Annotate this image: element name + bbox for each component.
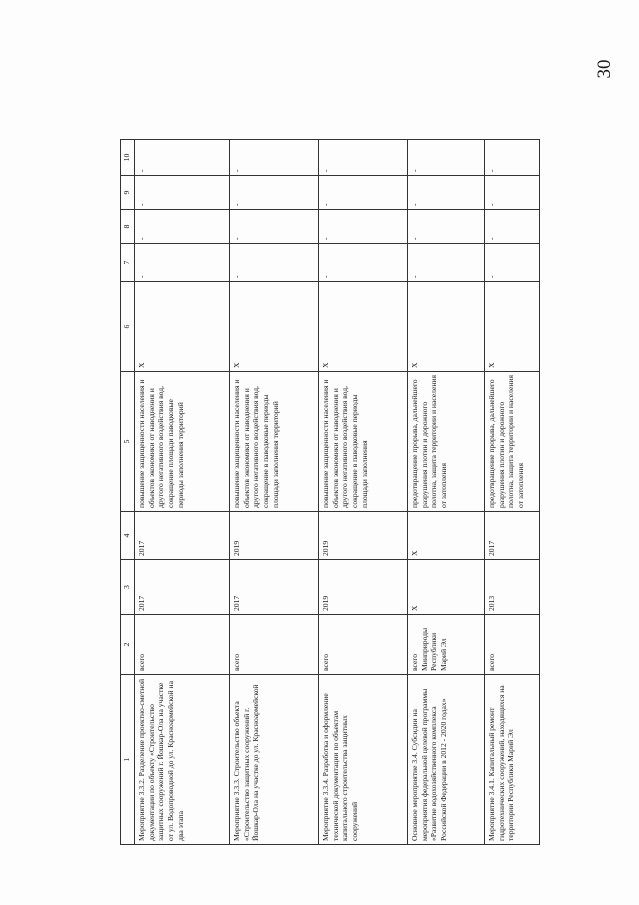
value-cell: -	[485, 210, 540, 244]
expected-result-cell: предотвращение прорыва, дальнейшего разрушения плотин и дорожного полотна, защита территории и населения от затопления	[408, 372, 485, 512]
value-cell: -	[408, 210, 485, 244]
activity-cell: Основное мероприятие 3.4. Субсидии на мероприятия федеральной целевой программы «Развитие водохозяйственного комплекса Российской Федерации в 2012 - 2020 годах»	[408, 675, 485, 845]
activity-cell: Мероприятие 3.3.3. Строительство объекта «Строительство защитных сооружений г. Йошкар-Ола на участке до ул. Красноармейской	[230, 675, 319, 845]
start-year-cell: 2019	[319, 560, 408, 615]
expected-result-cell: повышение защищенности населения и объектов экономики от наводнения и другого негативного воздействия вод, сокращение в паводковые периоды площади заполнения	[319, 372, 408, 512]
start-year-cell: 2017	[230, 560, 319, 615]
column-header: 4	[121, 512, 135, 560]
value-cell: -	[319, 210, 408, 244]
value-cell: -	[135, 244, 230, 282]
end-year-cell: 2017	[485, 512, 540, 560]
value-cell: Х	[485, 282, 540, 372]
rotated-table-sheet	[120, 140, 535, 845]
value-cell: -	[230, 140, 319, 176]
value-cell: -	[485, 140, 540, 176]
end-year-cell: 2017	[135, 512, 230, 560]
table-row	[319, 140, 408, 845]
column-header: 2	[121, 615, 135, 675]
activity-cell: Мероприятие 3.3.4. Разработка и оформление технической документации по объектам капитального строительства защитных сооружений	[319, 675, 408, 845]
table-row	[408, 140, 485, 845]
value-cell: -	[408, 140, 485, 176]
column-header: 6	[121, 282, 135, 372]
table-row	[485, 140, 540, 845]
column-header: 7	[121, 244, 135, 282]
value-cell: Х	[230, 282, 319, 372]
column-header: 1	[121, 675, 135, 845]
value-cell: -	[319, 176, 408, 210]
value-cell: -	[408, 244, 485, 282]
column-header: 5	[121, 372, 135, 512]
end-year-cell: 2019	[319, 512, 408, 560]
activity-cell: Мероприятие 3.3.2. Разделение проектно-сметной документации по объекту «Строительство защитных сооружений г. Йошкар-Ола на участке от ул. Водопроводной до ул. Красноармейской на два этапа	[135, 675, 230, 845]
end-year-cell: 2019	[230, 512, 319, 560]
value-cell: -	[319, 140, 408, 176]
column-number-row	[121, 140, 135, 845]
funding-source-cell: всего	[230, 615, 319, 675]
program-activities-table	[120, 139, 540, 845]
value-cell: Х	[135, 282, 230, 372]
activity-cell: Мероприятие 3.4.1. Капитальный ремонт гидротехнических сооружений, находящихся на территории Республики Марий Эл	[485, 675, 540, 845]
value-cell: -	[319, 244, 408, 282]
value-cell: -	[485, 244, 540, 282]
value-cell: -	[135, 176, 230, 210]
column-header: 3	[121, 560, 135, 615]
funding-source-cell: всего	[485, 615, 540, 675]
value-cell: -	[230, 244, 319, 282]
expected-result-cell: предотвращение прорыва, дальнейшего разрушения плотин и дорожного полотна, защита территории и населения от затопления	[485, 372, 540, 512]
funding-source-cell: всего	[135, 615, 230, 675]
expected-result-cell: повышение защищенности населения и объектов экономики от наводнения и другого негативного воздействия вод, сокращение в паводковые периоды площади заполнения территорий	[230, 372, 319, 512]
page-number: 30	[594, 59, 615, 79]
end-year-cell: Х	[408, 512, 485, 560]
start-year-cell: 2013	[485, 560, 540, 615]
value-cell: -	[230, 176, 319, 210]
value-cell: Х	[408, 282, 485, 372]
value-cell: -	[230, 210, 319, 244]
value-cell: -	[408, 176, 485, 210]
table-row	[135, 140, 230, 845]
value-cell: -	[485, 176, 540, 210]
expected-result-cell: повышение защищенности населения и объектов экономики от наводнения и другого негативного воздействия вод, сокращение площади паводковые периоды заполнения территорий	[135, 372, 230, 512]
column-header: 9	[121, 176, 135, 210]
value-cell: Х	[319, 282, 408, 372]
start-year-cell: Х	[408, 560, 485, 615]
start-year-cell: 2017	[135, 560, 230, 615]
funding-source-cell: всего	[319, 615, 408, 675]
column-header: 10	[121, 140, 135, 176]
table-row	[230, 140, 319, 845]
column-header: 8	[121, 210, 135, 244]
funding-source-cell: всего Минприроды Республики Марий Эл	[408, 615, 485, 675]
value-cell: -	[135, 140, 230, 176]
value-cell: -	[135, 210, 230, 244]
